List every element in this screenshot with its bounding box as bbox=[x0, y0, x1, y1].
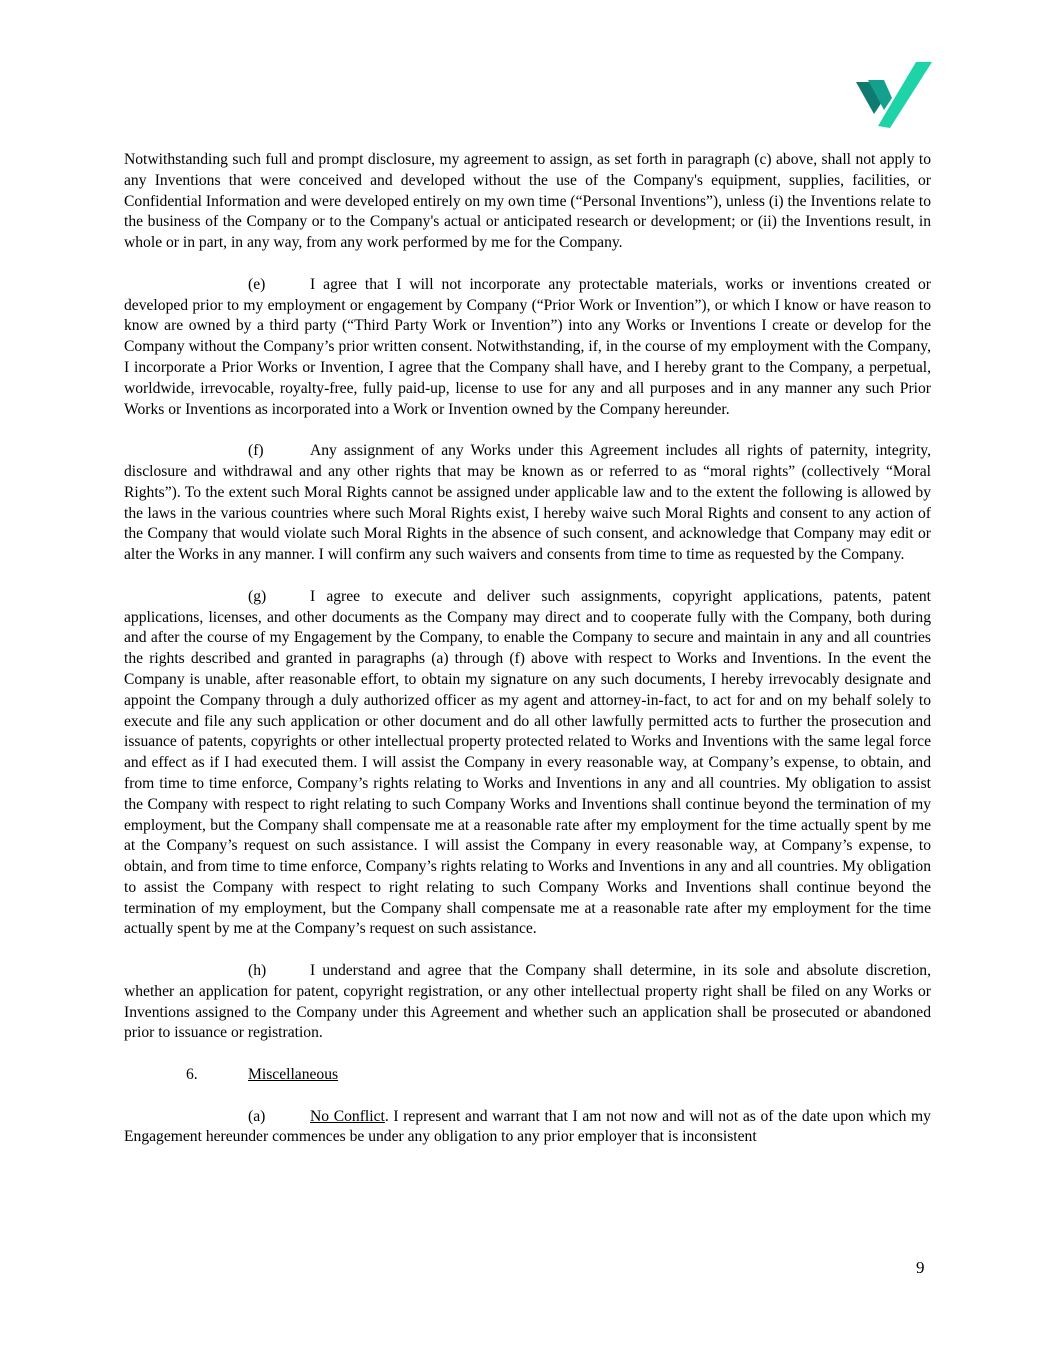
paragraph-e bbox=[124, 275, 931, 421]
paragraph-e-text: I agree that I will not incorporate any protectable materials, works or inventions created or developed prior to my employment or engagement by Company (“Prior Work or Invention”), or which I know or have reason to know are owned by a third party (“Third Party Work or Invention”) into any Works or Inventions I create or develop for the Company without the Company’s prior written consent. Notwithstanding, if, in the course of my employment with the Company, I incorporate a Prior Works or Invention, I agree that the Company shall have, and I hereby grant to the Company, a perpetual, worldwide, irrevocable, royalty-free, fully paid-up, license to use for any and all purposes and in any manner any such Prior Works or Inventions as incorporated into a Work or Invention owned by the Company hereunder. bbox=[124, 275, 931, 418]
page-number: 9 bbox=[916, 1258, 925, 1277]
paragraph-e-label: (e) bbox=[248, 275, 266, 293]
paragraph-continued: Notwithstanding such full and prompt disclosure, my agreement to assign, as set forth in paragraph (c) above, shall not apply to any Inventions that were conceived and developed without the use of the Company's equipment, supplies, facilities, or Confidential Information and were developed entirely on my own time (“Personal Inventions”), unless (i) the Inventions relate to the business of the Company or to the Company's actual or anticipated research or development; or (ii) the Inventions result, in whole or in part, in any way, from any work performed by me for the Company. bbox=[124, 151, 931, 252]
teal-check-logo-icon bbox=[856, 60, 932, 128]
paragraph-f-text: Any assignment of any Works under this Agreement includes all rights of paternity, integrity, disclosure and withdrawal and any other rights that may be known as or referred to as “moral rights” (collectively “Moral Rights”). To the extent such Moral Rights cannot be assigned under applicable law and to the extent the following is allowed by the laws in the various countries where such Moral Rights exist, I hereby waive such Moral Rights and consent to any action of the Company that would violate such Moral Rights in the absence of such consent, and acknowledge that Company may edit or alter the Works in any manner. I will confirm any such waivers and consents from time to time as requested by the Company. bbox=[124, 442, 931, 564]
paragraph-h-text: I understand and agree that the Company shall determine, in its sole and absolute discretion, whether an application for patent, copyright registration, or any other intellectual property right shall be filed on any Works or Inventions assigned to the Company under this Agreement and whether such an application shall be prosecuted or abandoned prior to issuance or registration. bbox=[124, 962, 931, 1042]
section-6-heading bbox=[124, 1065, 931, 1086]
paragraph-6a-label: (a) bbox=[248, 1107, 266, 1125]
paragraph-6a-text: . I represent and warrant that I am not now and will not as of the date upon which my Engagement hereunder commences be under any obligation to any prior employer that is inconsistent bbox=[124, 1107, 931, 1146]
section-6-title: Miscellaneous bbox=[248, 1066, 339, 1084]
paragraph-g bbox=[124, 587, 931, 941]
paragraph-f bbox=[124, 441, 931, 566]
paragraph-g-label: (g) bbox=[248, 587, 267, 605]
paragraph-g-text: I agree to execute and deliver such assignments, copyright applications, patents, patent applications, licenses, and other documents as the Company may direct and to cooperate fully with the Company, both during and after the course of my Engagement by the Company, to enable the Company to secure and maintain in any and all countries the rights described and granted in paragraphs (a) through (f) above with respect to Works and Inventions. In the event the Company is unable, after reasonable effort, to obtain my signature on any such documents, I hereby irrevocably designate and appoint the Company through a duly authorized officer as my agent and attorney-in-fact, to act for and on my behalf solely to execute and file any such application or other document and do all other lawfully permitted acts to further the prosecution and issuance of patents, copyrights or other intellectual property protected related to Works and Inventions with the same legal force and effect as if I had executed them. I will assist the Company in every reasonable way, at Company’s expense, to obtain, and from time to time enforce, Company’s rights relating to Works and Inventions in any and all countries. My obligation to assist the Company with respect to right relating to such Company Works and Inventions shall continue beyond the termination of my employment, but the Company shall compensate me at a reasonable rate after my employment for the time actually spent by me at the Company’s request on such assistance. I will assist the Company in every reasonable way, at Company’s expense, to obtain, and from time to time enforce, Company’s rights relating to Works and Inventions in any and all countries. My obligation to assist the Company with respect to right relating to such Company Works and Inventions shall continue beyond the termination of my employment, but the Company shall compensate me at a reasonable rate after my employment for the time actually spent by me at the Company’s request on such assistance. bbox=[124, 587, 931, 938]
paragraph-h-label: (h) bbox=[248, 962, 267, 980]
paragraph-6a bbox=[124, 1107, 931, 1149]
section-6-number: 6. bbox=[186, 1066, 198, 1084]
paragraph-f-label: (f) bbox=[248, 442, 264, 460]
paragraph-h bbox=[124, 961, 931, 1044]
paragraph-6a-title: No Conflict bbox=[310, 1107, 385, 1125]
document-body bbox=[124, 150, 931, 1169]
